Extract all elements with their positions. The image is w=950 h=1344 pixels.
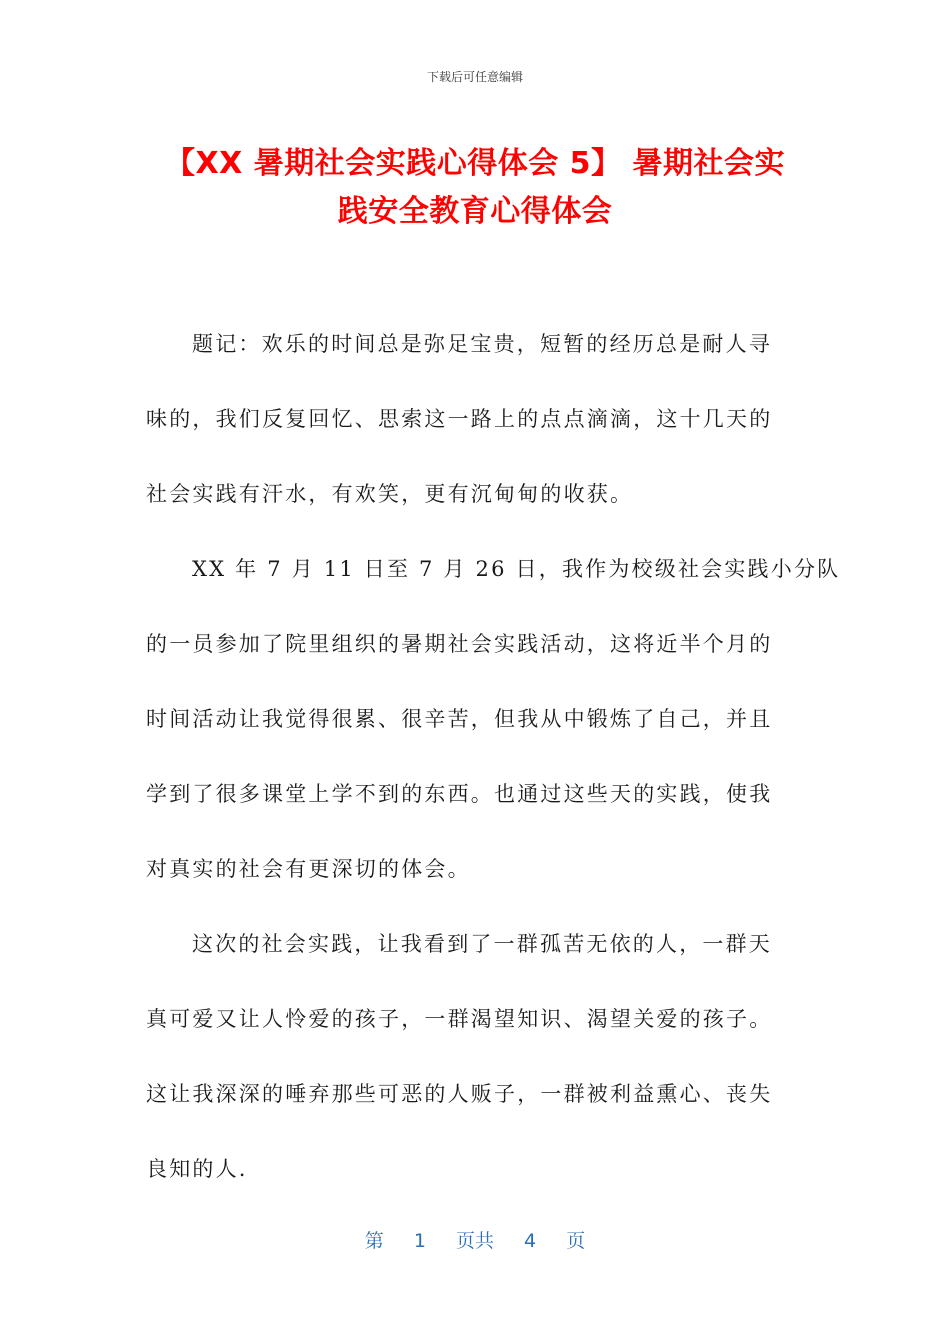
header-note: 下载后可任意编辑 bbox=[426, 70, 523, 84]
paragraph-2 bbox=[146, 547, 841, 922]
page-prefix: 第 bbox=[364, 1230, 384, 1252]
paragraph-line: 良知的人. bbox=[146, 1157, 248, 1181]
page-number: 1 bbox=[413, 1230, 426, 1252]
page-suffix: 页 bbox=[566, 1230, 586, 1252]
paragraph-line: 真可爱又让人怜爱的孩子，一群渴望知识、渴望关爱的孩子。 bbox=[146, 1007, 773, 1031]
page-footer bbox=[0, 1226, 950, 1253]
paragraph-line: 题记：欢乐的时间总是弥足宝贵，短暂的经历总是耐人寻 bbox=[192, 332, 772, 356]
title-line-2: 践安全教育心得体会 bbox=[337, 194, 613, 229]
paragraph-line: 味的，我们反复回忆、思索这一路上的点点滴滴，这十几天的 bbox=[146, 407, 773, 431]
page-mid: 页共 bbox=[455, 1230, 494, 1252]
page-total: 4 bbox=[524, 1230, 537, 1252]
paragraph-line: 对真实的社会有更深切的体会。 bbox=[146, 857, 471, 881]
paragraph-1 bbox=[146, 322, 796, 547]
document-title bbox=[110, 140, 840, 236]
paragraph-line: 学到了很多课堂上学不到的东西。也通过这些天的实践，使我 bbox=[146, 782, 773, 806]
paragraph-line: 的一员参加了院里组织的暑期社会实践活动，这将近半个月的 bbox=[146, 632, 773, 656]
paragraph-3 bbox=[146, 922, 796, 1222]
paragraph-line: 时间活动让我觉得很累、很辛苦，但我从中锻炼了自己，并且 bbox=[146, 707, 773, 731]
paragraph-line: 这让我深深的唾弃那些可恶的人贩子，一群被利益熏心、丧失 bbox=[146, 1082, 773, 1106]
title-line-1: 【XX 暑期社会实践心得体会 5】 暑期社会实 bbox=[165, 146, 785, 181]
paragraph-line: XX 年 7 月 11 日至 7 月 26 日，我作为校级社会实践小分队 bbox=[192, 557, 841, 581]
document-body bbox=[146, 322, 841, 1222]
paragraph-line: 社会实践有汗水，有欢笑，更有沉甸甸的收获。 bbox=[146, 482, 634, 506]
paragraph-line: 这次的社会实践，让我看到了一群孤苦无依的人，一群天 bbox=[192, 932, 772, 956]
